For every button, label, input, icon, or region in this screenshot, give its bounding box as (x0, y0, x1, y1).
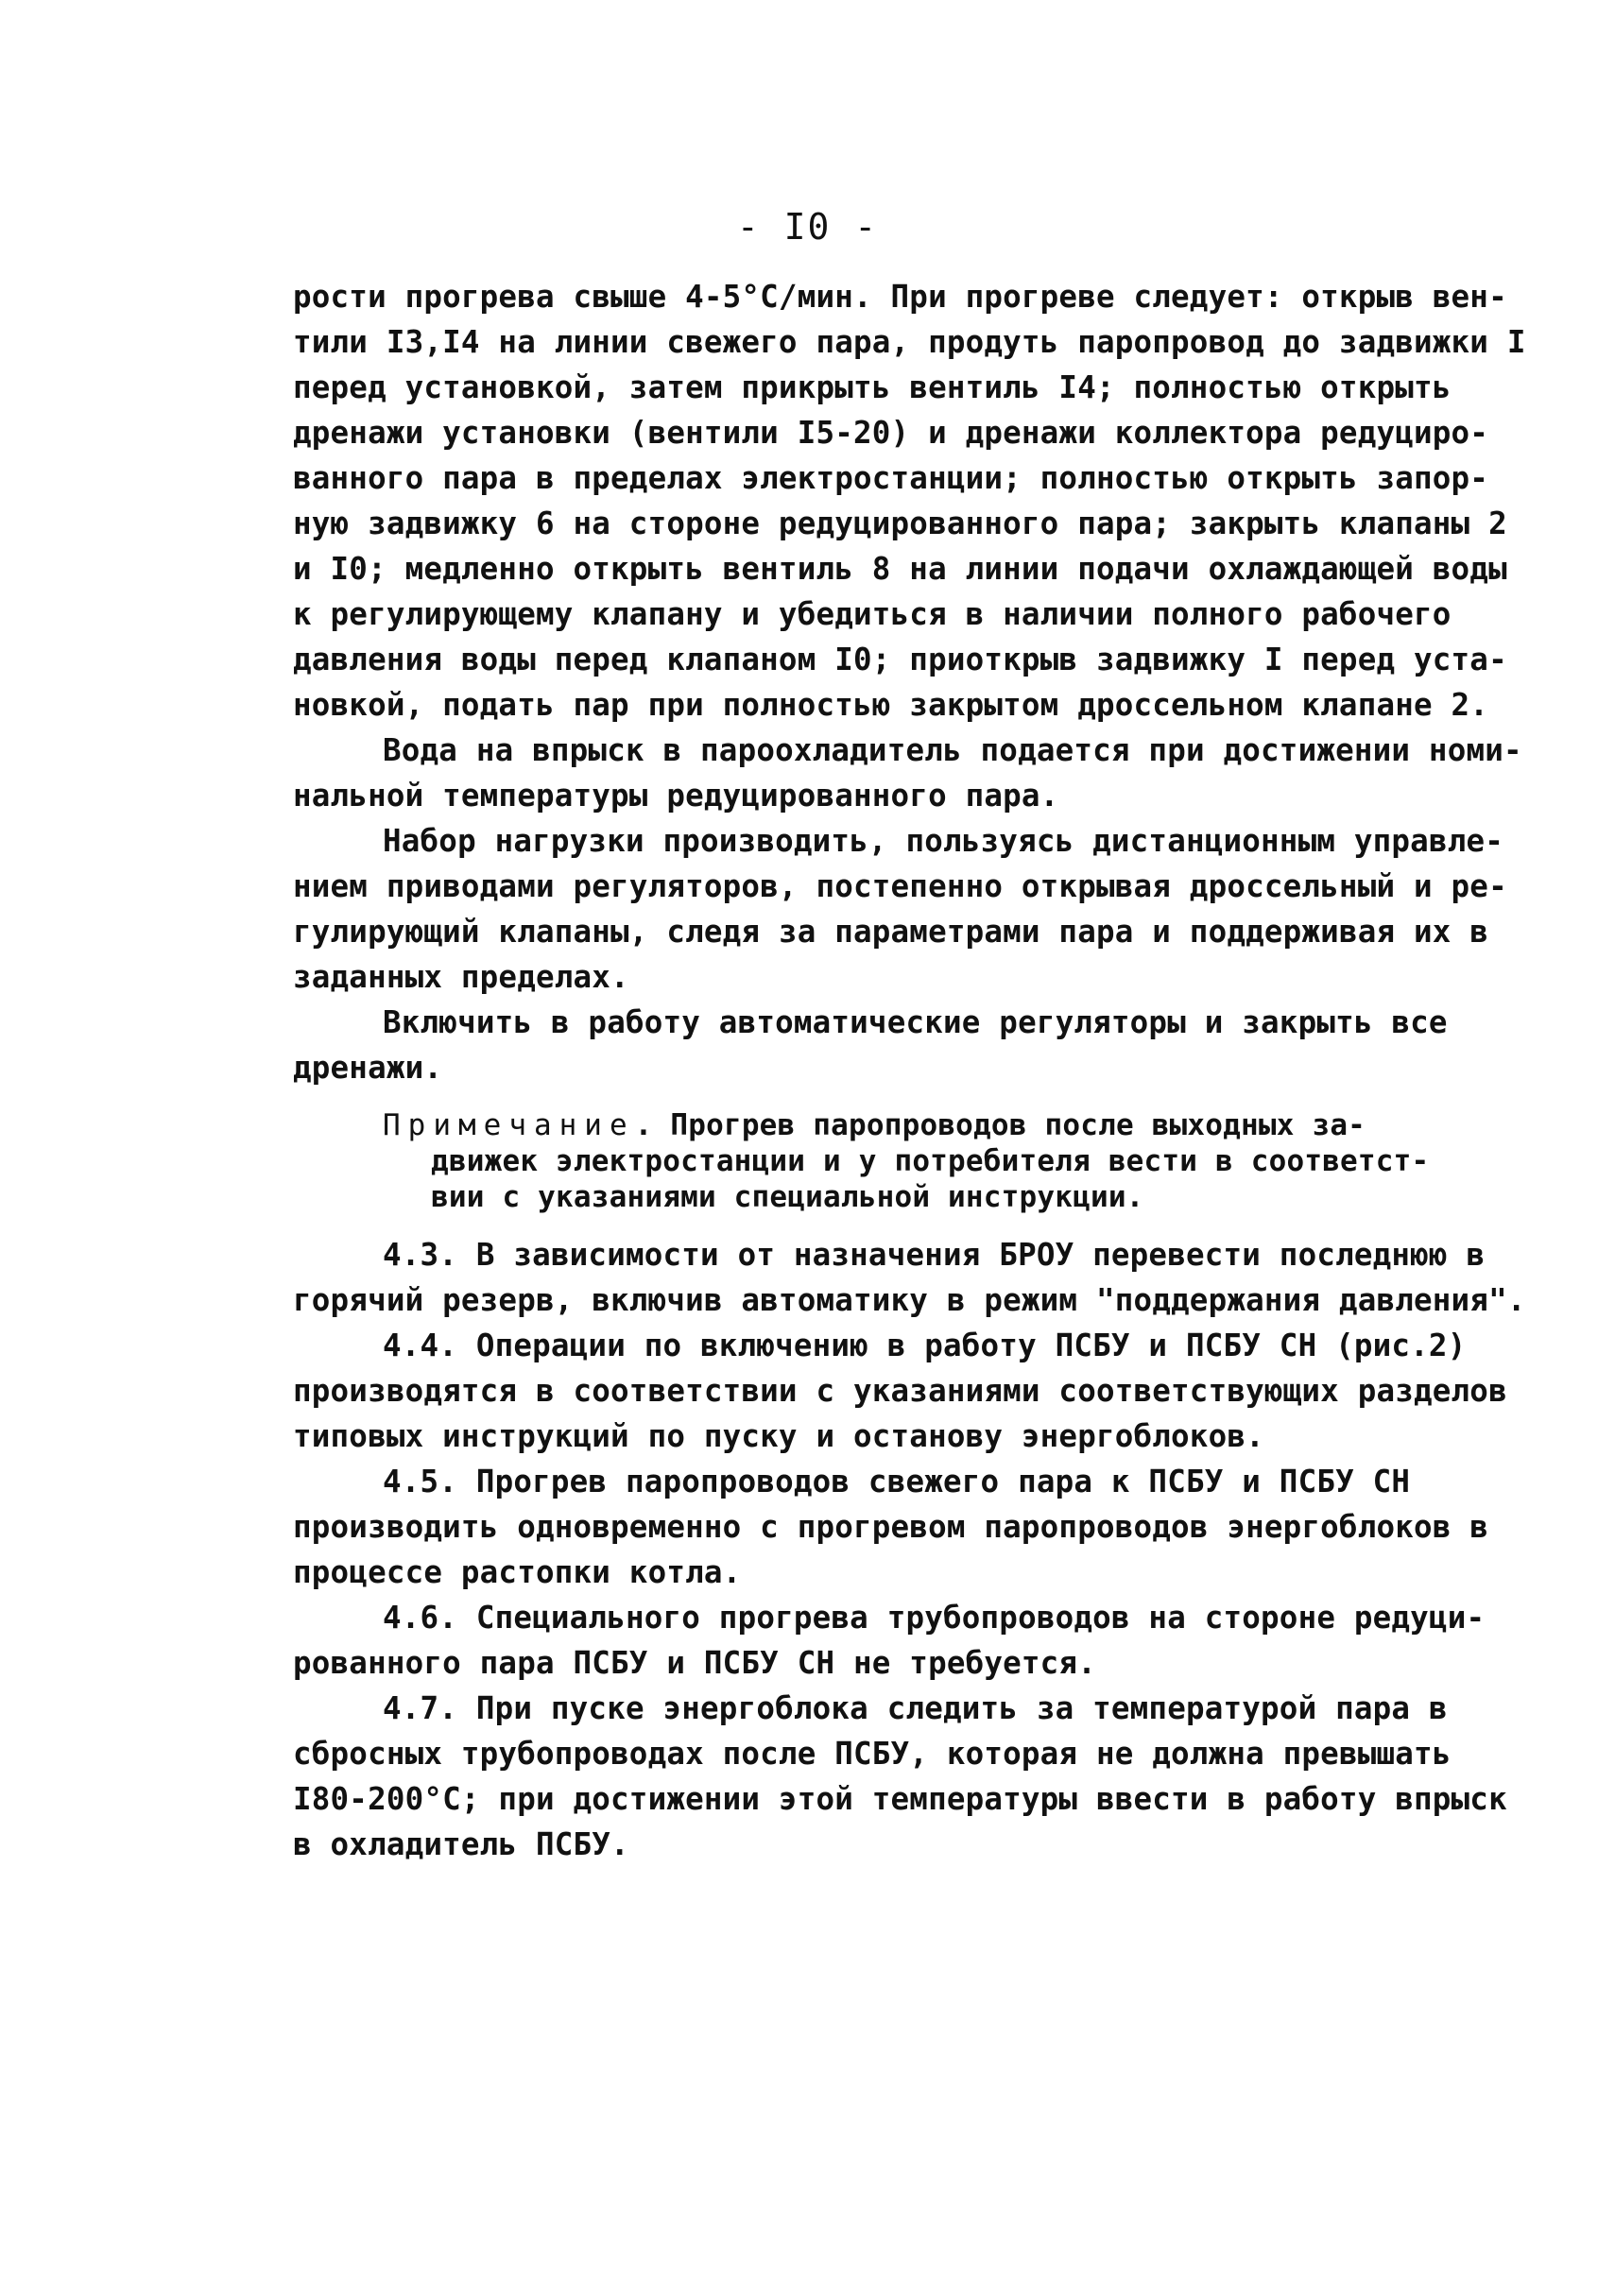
text-line: 4.5. Прогрев паропроводов свежего пара к ПСБУ и ПСБУ СН (383, 1464, 1411, 1499)
text-line: ную задвижку 6 на стороне редуцированного пара; закрыть клапаны 2 (293, 505, 1507, 541)
body-text (293, 274, 1526, 1867)
text-line: I80-200°С; при достижении этой температуры ввести в работу впрыск (293, 1781, 1507, 1817)
text-line: 4.4. Операции по включению в работу ПСБУ и ПСБУ СН (рис.2) (383, 1328, 1467, 1363)
text-line: Включить в работу автоматические регуляторы и закрыть все (383, 1004, 1448, 1040)
text-line: рости прогрева свыше 4-5°С/мин. При прогреве следует: открыв вен- (293, 279, 1507, 315)
text-line: 4.6. Специального прогрева трубопроводов на стороне редуци- (383, 1600, 1486, 1636)
text-line: к регулирующему клапану и убедиться в наличии полного рабочего (293, 596, 1452, 632)
text-line: новкой, подать пар при полностью закрытом дроссельном клапане 2. (293, 687, 1489, 723)
text-line: рованного пара ПСБУ и ПСБУ СН не требуется. (293, 1645, 1096, 1681)
section-4-3 (293, 1232, 1526, 1323)
section-4-6 (293, 1595, 1521, 1686)
note-text: . Прогрев паропроводов после выходных за- (634, 1108, 1366, 1142)
text-line: нием приводами регуляторов, постепенно открывая дроссельный и ре- (293, 868, 1507, 904)
text-line: в охладитель ПСБУ. (293, 1826, 629, 1862)
text-line: заданных пределах. (293, 959, 629, 995)
note-label: Примечание (383, 1108, 635, 1142)
section-4-4 (293, 1323, 1521, 1459)
paragraph-regulators (293, 1000, 1521, 1090)
note-line: движек электростанции и у потребителя вести в соответст- (431, 1144, 1430, 1178)
text-line: Вода на впрыск в пароохладитель подается при достижении номи- (383, 732, 1522, 768)
text-line: гулирующий клапаны, следя за параметрами пара и поддерживая их в (293, 914, 1489, 950)
text-line: процессе растопки котла. (293, 1554, 742, 1590)
text-line: 4.7. При пуске энергоблока следить за температурой пара в (383, 1690, 1448, 1726)
note-block (293, 1107, 1521, 1215)
text-line: типовых инструкций по пуску и останову энергоблоков. (293, 1418, 1264, 1454)
text-line: тили I3,I4 на линии свежего пара, продуть паропровод до задвижки I (293, 324, 1526, 360)
section-4-5 (293, 1459, 1521, 1595)
text-line: производить одновременно с прогревом паропроводов энергоблоков в (293, 1509, 1489, 1545)
text-line: сбросных трубопроводах после ПСБУ, которая не должна превышать (293, 1736, 1452, 1772)
text-line: нальной температуры редуцированного пара. (293, 778, 1059, 814)
text-line: дренажи установки (вентили I5-20) и дренажи коллектора редуциро- (293, 415, 1489, 451)
text-line: давления воды перед клапаном I0; приоткрыв задвижку I перед уста- (293, 642, 1507, 677)
text-line: дренажи. (293, 1050, 443, 1086)
note-line: вии с указаниями специальной инструкции. (431, 1180, 1144, 1214)
text-line: ванного пара в пределах электростанции; полностью открыть запор- (293, 460, 1489, 496)
text-line: и I0; медленно открыть вентиль 8 на линии подачи охлаждающей воды (293, 551, 1507, 587)
paragraph-water-injection (293, 728, 1521, 818)
note-line (293, 1107, 1521, 1143)
page-number: - I0 - (736, 206, 879, 248)
text-line: перед установкой, затем прикрыть вентиль I4; полностью открыть (293, 369, 1452, 405)
paragraph-continued (293, 274, 1526, 728)
text-line: 4.3. В зависимости от назначения БРОУ перевести последнюю в (383, 1237, 1486, 1273)
text-line: горячий резерв, включив автоматику в режим "поддержания давления". (293, 1282, 1526, 1318)
paragraph-load-set (293, 818, 1521, 1000)
text-line: Набор нагрузки производить, пользуясь дистанционным управле- (383, 823, 1503, 859)
text-line: производятся в соответствии с указаниями соответствующих разделов (293, 1373, 1507, 1409)
section-4-7 (293, 1686, 1521, 1867)
